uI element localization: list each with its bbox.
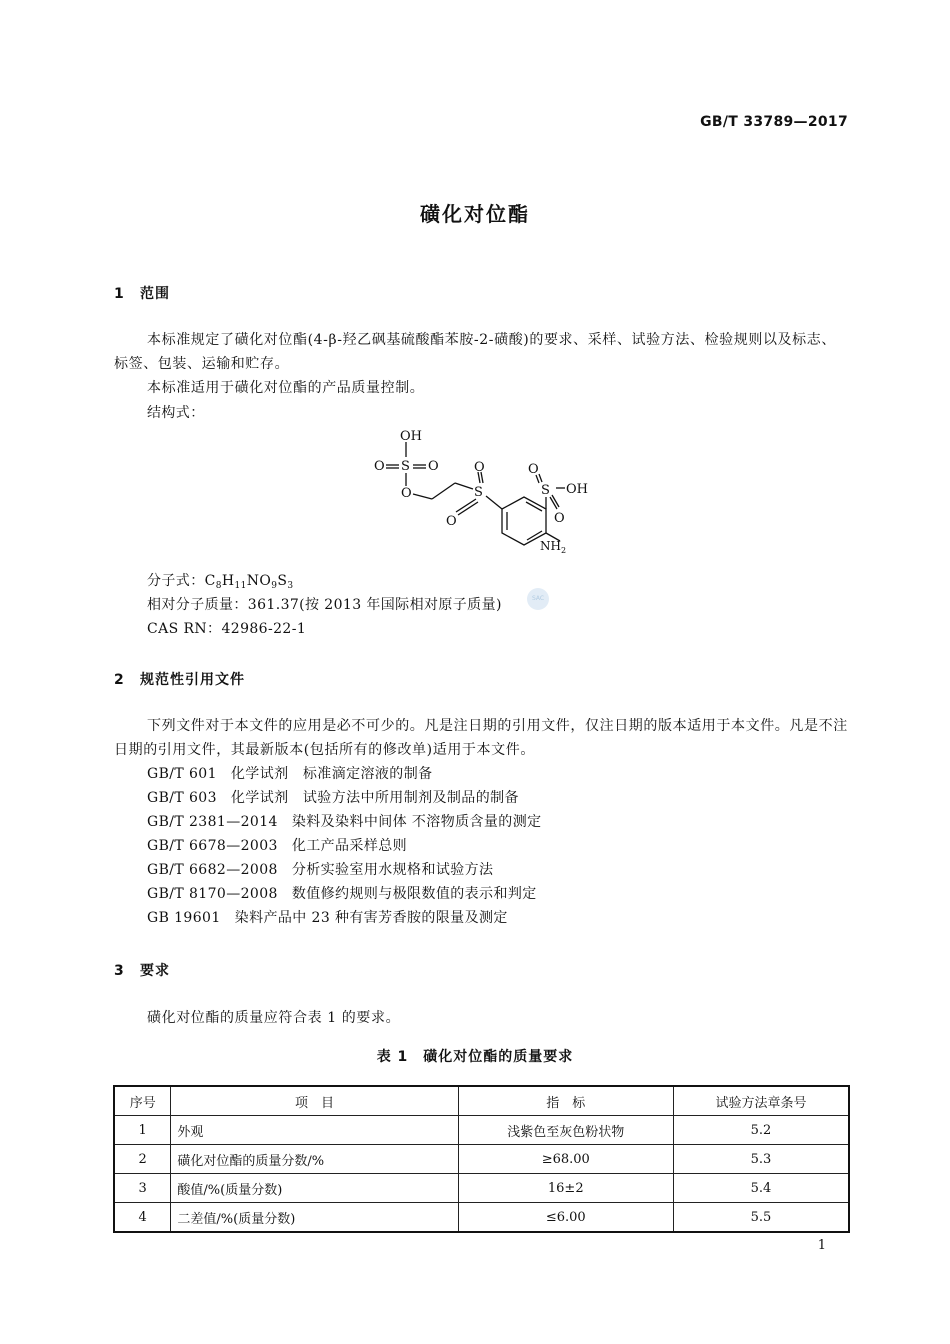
reference-code: GB/T 601 bbox=[147, 766, 217, 782]
section-1-heading bbox=[114, 283, 170, 303]
structure-label: 结构式： bbox=[147, 405, 205, 421]
quality-requirements-table bbox=[113, 1085, 850, 1233]
molecular-formula bbox=[147, 570, 294, 591]
table-row bbox=[114, 1145, 849, 1174]
reference-item bbox=[147, 883, 537, 903]
cell-method-clause: 5.5 bbox=[673, 1203, 849, 1233]
cell-serial: 2 bbox=[114, 1145, 171, 1174]
formula-element: NO bbox=[246, 573, 272, 589]
reference-code: GB/T 603 bbox=[147, 790, 217, 806]
formula-element: S bbox=[277, 573, 288, 589]
document-title: 磺化对位酯 bbox=[420, 202, 530, 226]
atom-o-bridge: O bbox=[401, 486, 412, 501]
reference-item bbox=[147, 835, 407, 855]
cell-index: 16±2 bbox=[458, 1174, 673, 1203]
reference-title: 化工产品采样总则 bbox=[291, 838, 408, 854]
cell-index: ≤6.00 bbox=[458, 1203, 673, 1233]
formula-subscript: 11 bbox=[234, 581, 247, 591]
section-2-title: 规范性引用文件 bbox=[140, 672, 245, 688]
reference-title: 染料产品中 23 种有害芳香胺的限量及测定 bbox=[234, 910, 508, 926]
atom-o-s2-top: O bbox=[474, 460, 485, 475]
section-3-paragraph: 磺化对位酯的质量应符合表 1 的要求。 bbox=[147, 1010, 401, 1026]
cell-item: 磺化对位酯的质量分数/% bbox=[171, 1145, 458, 1174]
standard-code: GB/T 33789—2017 bbox=[700, 114, 848, 130]
page-number: 1 bbox=[817, 1238, 826, 1253]
section-2-number: 2 bbox=[114, 672, 125, 688]
reference-title: 化学试剂 试验方法中所用制剂及制品的制备 bbox=[230, 790, 519, 806]
cell-index: 浅紫色至灰色粉状物 bbox=[458, 1116, 673, 1145]
reference-code: GB/T 2381—2014 bbox=[147, 814, 278, 830]
atom-o-s3-top: O bbox=[528, 462, 539, 477]
reference-item bbox=[147, 763, 433, 783]
atom-o-right: O bbox=[428, 459, 439, 474]
atom-o-left: O bbox=[374, 459, 385, 474]
formula-subscript: 8 bbox=[215, 581, 222, 591]
table-row bbox=[114, 1116, 849, 1145]
section-1-paragraph-2: 本标准适用于磺化对位酯的产品质量控制。 bbox=[147, 380, 425, 396]
reference-title: 化学试剂 标准滴定溶液的制备 bbox=[230, 766, 433, 782]
reference-item bbox=[147, 907, 508, 927]
reference-title: 数值修约规则与极限数值的表示和判定 bbox=[291, 886, 537, 902]
atom-o-s2-bottom: O bbox=[446, 514, 457, 529]
col-header-index: 指 标 bbox=[458, 1086, 673, 1116]
cell-item: 二差值/%(质量分数) bbox=[171, 1203, 458, 1233]
cell-item: 外观 bbox=[171, 1116, 458, 1145]
col-header-item: 项 目 bbox=[171, 1086, 458, 1116]
section-3-title: 要求 bbox=[140, 963, 170, 979]
reference-title: 分析实验室用水规格和试验方法 bbox=[291, 862, 494, 878]
section-2-heading bbox=[114, 669, 245, 689]
cell-serial: 1 bbox=[114, 1116, 171, 1145]
cas-number: CAS RN：42986-22-1 bbox=[147, 621, 307, 637]
section-1-number: 1 bbox=[114, 286, 125, 302]
formula-subscript: 3 bbox=[287, 581, 294, 591]
reference-item bbox=[147, 787, 519, 807]
formula-value bbox=[205, 573, 294, 589]
col-header-method-clause: 试验方法章条号 bbox=[673, 1086, 849, 1116]
section-3-heading bbox=[114, 960, 170, 980]
reference-code: GB 19601 bbox=[147, 910, 221, 926]
section-1-paragraph-1: 本标准规定了磺化对位酯(4-β-羟乙砜基硫酸酯苯胺-2-磺酸)的要求、采样、试验方法、检验规则以及标志、标签、包装、运输和贮存。 bbox=[114, 332, 836, 372]
cell-method-clause: 5.4 bbox=[673, 1174, 849, 1203]
atom-s2: S bbox=[474, 485, 483, 500]
atom-nh2-subscript: 2 bbox=[560, 546, 567, 555]
cell-index: ≥68.00 bbox=[458, 1145, 673, 1174]
table-header-row bbox=[114, 1086, 849, 1116]
table-row bbox=[114, 1174, 849, 1203]
formula-element: C bbox=[204, 573, 216, 589]
atom-oh-top: OH bbox=[400, 429, 422, 444]
atom-s3: S bbox=[541, 483, 550, 498]
formula-subscript: 9 bbox=[271, 581, 278, 591]
table-caption: 表 1 磺化对位酯的质量要求 bbox=[376, 1049, 574, 1065]
reference-item bbox=[147, 859, 493, 879]
atom-nh2 bbox=[540, 539, 566, 555]
atom-nh2-label: NH bbox=[540, 539, 561, 553]
section-1-title: 范围 bbox=[140, 286, 170, 302]
col-header-serial: 序号 bbox=[114, 1086, 171, 1116]
formula-label: 分子式： bbox=[147, 573, 205, 589]
molecular-mass: 相对分子质量：361.37(按 2013 年国际相对原子质量) bbox=[147, 597, 502, 613]
table-row bbox=[114, 1203, 849, 1233]
cell-item: 酸值/%(质量分数) bbox=[171, 1174, 458, 1203]
formula-element: H bbox=[221, 573, 235, 589]
cell-serial: 3 bbox=[114, 1174, 171, 1203]
cell-serial: 4 bbox=[114, 1203, 171, 1233]
cell-method-clause: 5.2 bbox=[673, 1116, 849, 1145]
atom-s1: S bbox=[401, 459, 410, 474]
atom-o-s3-bottom: O bbox=[554, 511, 565, 526]
reference-item bbox=[147, 811, 542, 831]
reference-title: 染料及染料中间体 不溶物质含量的测定 bbox=[291, 814, 542, 830]
reference-code: GB/T 6682—2008 bbox=[147, 862, 278, 878]
watermark-logo: SAC bbox=[527, 588, 549, 610]
reference-code: GB/T 8170—2008 bbox=[147, 886, 278, 902]
atom-oh-right: OH bbox=[566, 482, 588, 497]
structural-formula bbox=[360, 425, 600, 560]
cell-method-clause: 5.3 bbox=[673, 1145, 849, 1174]
section-2-paragraph: 下列文件对于本文件的应用是必不可少的。凡是注日期的引用文件，仅注日期的版本适用于本文件。凡是不注日期的引用文件，其最新版本(包括所有的修改单)适用于本文件。 bbox=[114, 718, 848, 758]
section-3-number: 3 bbox=[114, 963, 125, 979]
reference-code: GB/T 6678—2003 bbox=[147, 838, 278, 854]
